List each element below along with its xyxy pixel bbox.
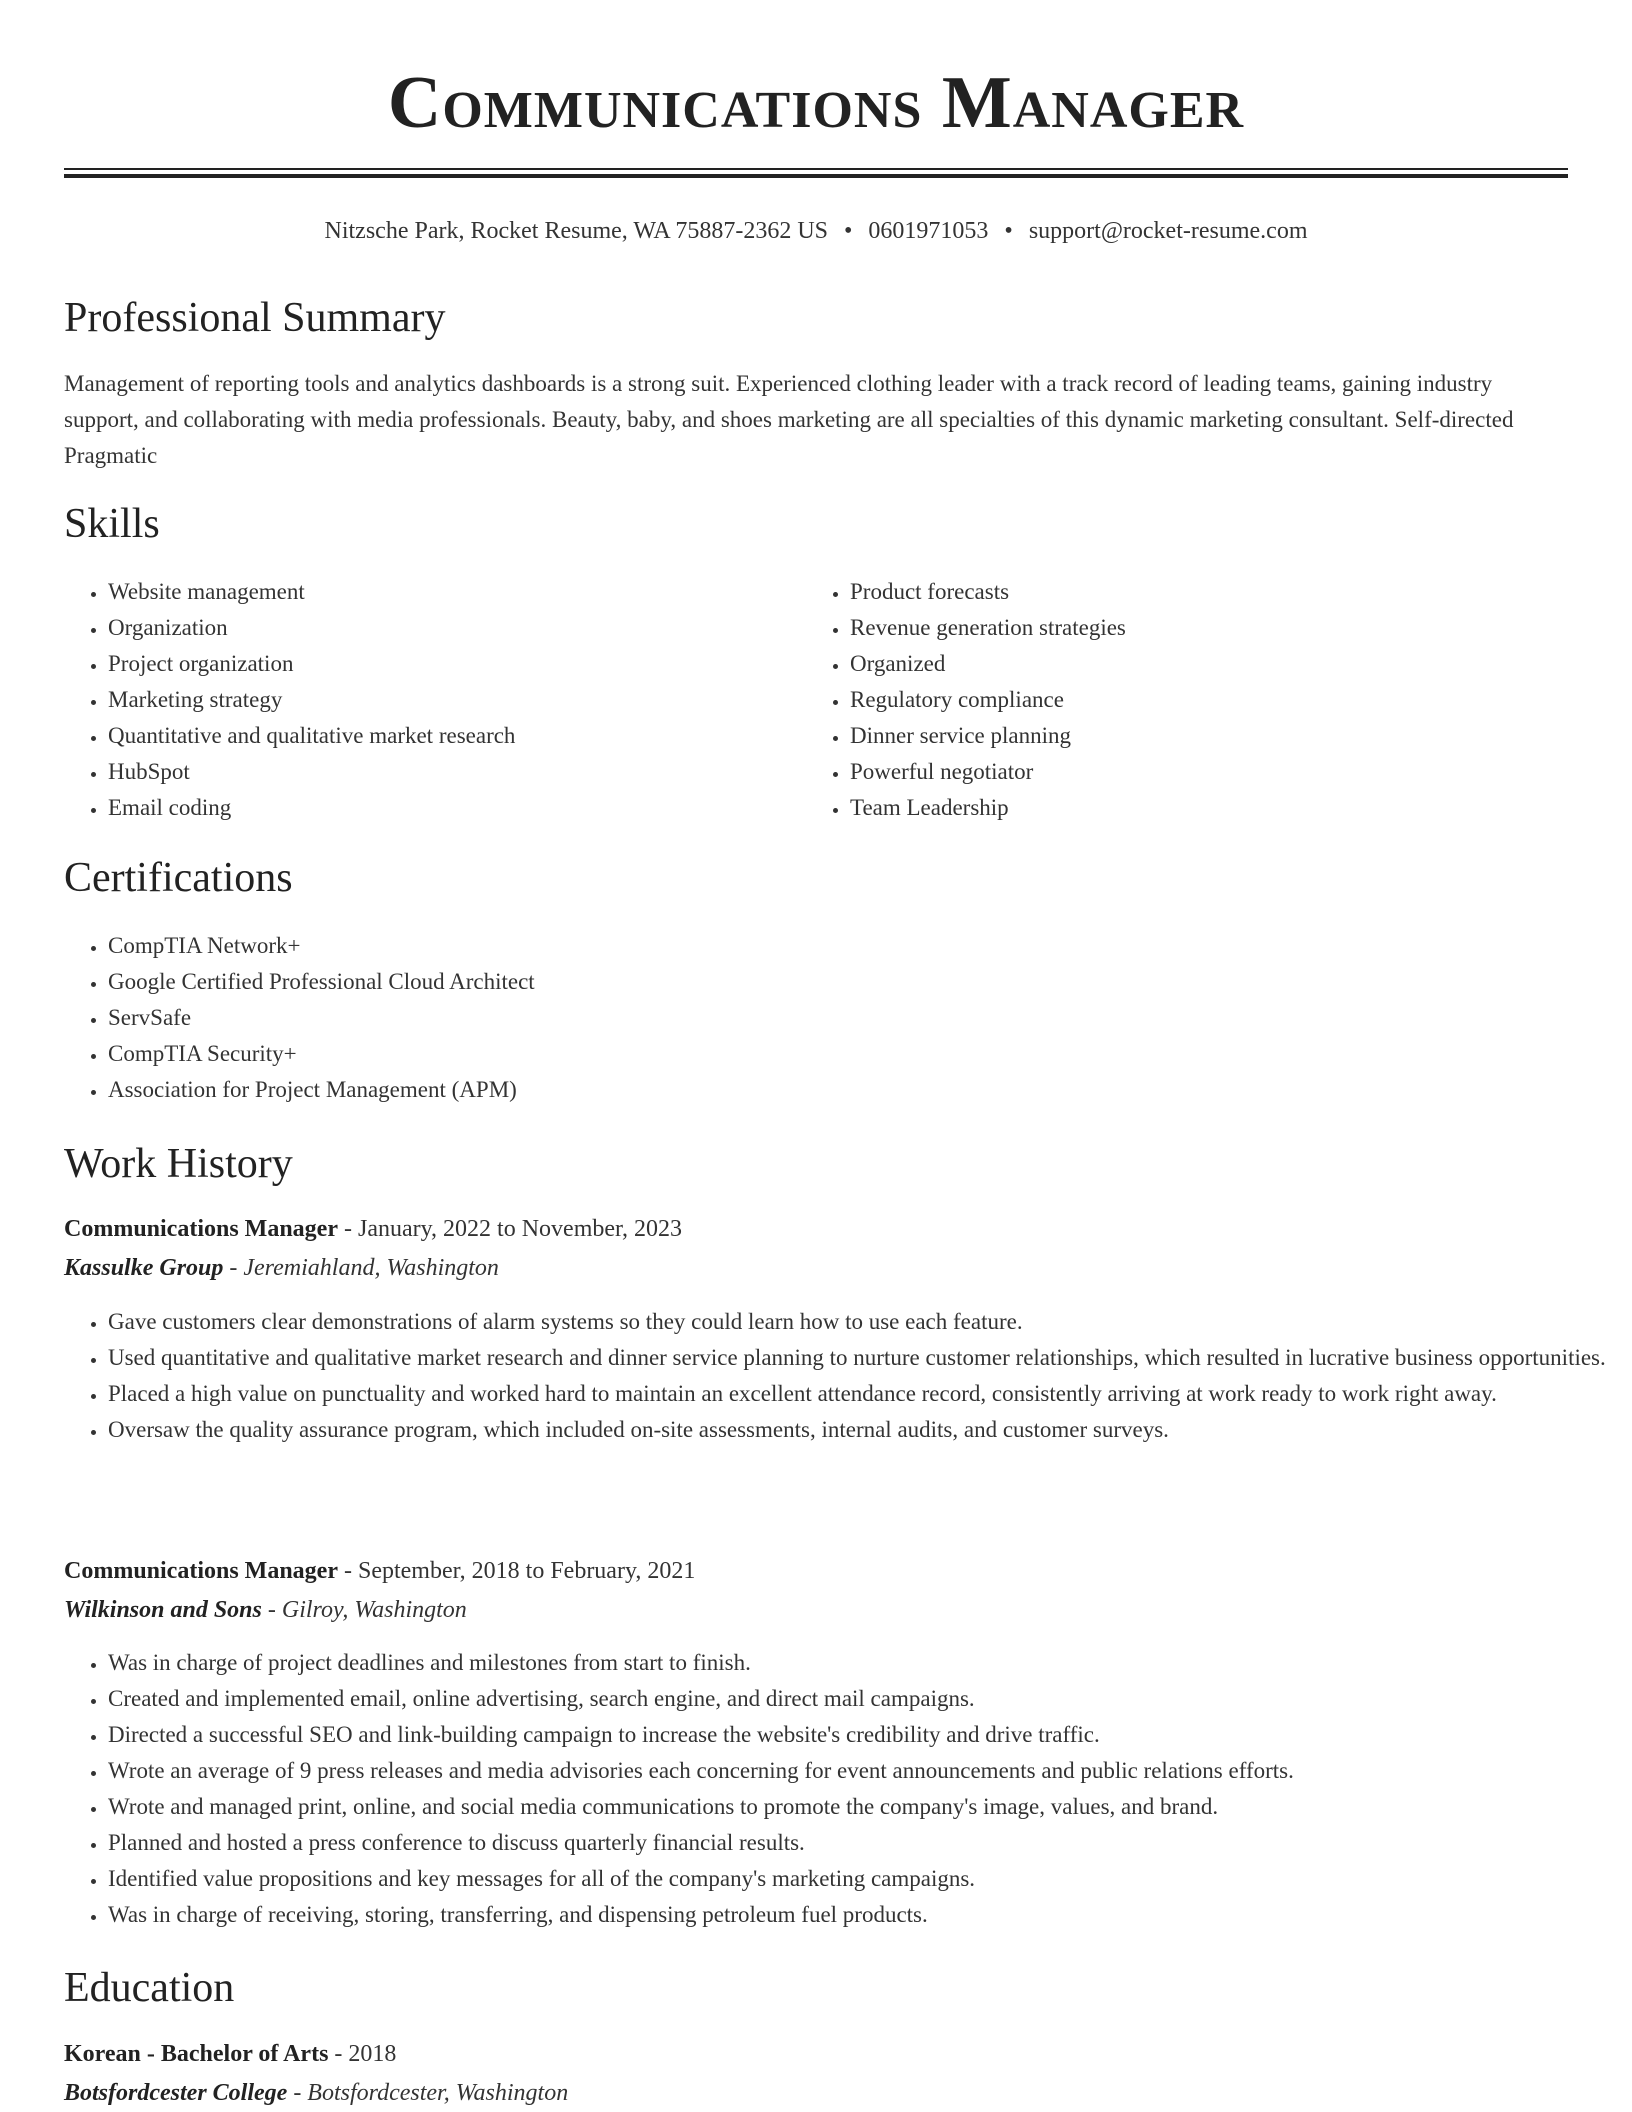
skill-item: • Quantitative and qualitative market research (108, 718, 798, 754)
certifications-heading: Certifications (64, 855, 293, 901)
job-role: Communications Manager (64, 1216, 338, 1242)
education-school: Botsfordcester College (64, 2080, 288, 2106)
skill-item: • HubSpot (108, 754, 798, 790)
skill-item: • Project organization (108, 646, 798, 682)
job-bullets (64, 1645, 1612, 1933)
job-title-line (64, 1553, 695, 1589)
certification-item: • CompTIA Security+ (108, 1036, 1508, 1072)
skill-item: • Powerful negotiator (850, 754, 1550, 790)
job-bullet: • Placed a high value on punctuality and worked hard to maintain an excellent attendance record, consistently arriving at work ready to work right away. (108, 1376, 1612, 1412)
summary-heading: Professional Summary (64, 295, 446, 341)
job-company: Wilkinson and Sons (64, 1597, 262, 1623)
job-title-line (64, 1211, 682, 1247)
certification-item: • CompTIA Network+ (108, 928, 1508, 964)
contact-line (0, 214, 1632, 248)
job-bullet: • Directed a successful SEO and link-building campaign to increase the website's credibility and drive traffic. (108, 1717, 1612, 1753)
header-rule-thin (64, 168, 1568, 170)
job-bullet: • Wrote an average of 9 press releases and media advisories each concerning for event announcements and public relations efforts. (108, 1753, 1612, 1789)
skill-item: • Dinner service planning (850, 718, 1550, 754)
job-company: Kassulke Group (64, 1255, 224, 1281)
job-bullet: • Was in charge of receiving, storing, transferring, and dispensing petroleum fuel products. (108, 1897, 1612, 1933)
job-location: - Jeremiahland, Washington (223, 1255, 499, 1281)
education-year: - 2018 (328, 2041, 397, 2067)
job-location: - Gilroy, Washington (261, 1597, 467, 1623)
job-dates: - September, 2018 to February, 2021 (337, 1558, 696, 1584)
job-bullet: • Gave customers clear demonstrations of alarm systems so they could learn how to use each feature. (108, 1304, 1612, 1340)
job-dates: - January, 2022 to November, 2023 (337, 1216, 683, 1242)
job-bullet: • Created and implemented email, online advertising, search engine, and direct mail campaigns. (108, 1681, 1612, 1717)
skill-item: • Website management (108, 574, 798, 610)
job-bullet: • Identified value propositions and key messages for all of the company's marketing campaigns. (108, 1861, 1612, 1897)
skill-item: • Marketing strategy (108, 682, 798, 718)
education-school-line (64, 2075, 568, 2111)
education-degree-line (64, 2036, 396, 2072)
skills-list-left (64, 574, 798, 826)
job-role: Communications Manager (64, 1558, 338, 1584)
skill-item: • Organized (850, 646, 1550, 682)
certification-item: • Association for Project Management (APM) (108, 1072, 1508, 1108)
job-bullet: • Used quantitative and qualitative market research and dinner service planning to nurture customer relationships, which resulted in lucrative business opportunities. (108, 1340, 1612, 1376)
job-bullet: • Oversaw the quality assurance program, which included on-site assessments, internal audits, and customer surveys. (108, 1412, 1612, 1448)
skill-item: • Revenue generation strategies (850, 610, 1550, 646)
skill-item: • Organization (108, 610, 798, 646)
contact-phone: 0601971053 (868, 218, 989, 244)
skills-list-right (806, 574, 1550, 826)
skill-item: • Email coding (108, 790, 798, 826)
resume-name: Communications Manager (387, 62, 1245, 144)
education-degree: Korean - Bachelor of Arts (64, 2041, 329, 2067)
job-bullet: • Wrote and managed print, online, and social media communications to promote the company's image, values, and brand. (108, 1789, 1612, 1825)
contact-email: support@rocket-resume.com (1028, 218, 1308, 244)
skill-item: • Team Leadership (850, 790, 1550, 826)
education-location: - Botsfordcester, Washington (287, 2080, 569, 2106)
certification-item: • ServSafe (108, 1000, 1508, 1036)
contact-address: Nitzsche Park, Rocket Resume, WA 75887-2362 US (324, 218, 828, 244)
summary-text: Management of reporting tools and analytics dashboards is a strong suit. Experienced clothing leader with a track record of leading teams, gaining industry support, and collaborating with media professionals. Beauty, baby, and shoes marketing are all specialties of this dynamic marketing consultant. Self-directed Pragmatic (64, 371, 1514, 468)
skill-item: • Product forecasts (850, 574, 1550, 610)
contact-separator: • (844, 218, 853, 244)
certification-item: • Google Certified Professional Cloud Architect (108, 964, 1508, 1000)
job-company-line (64, 1592, 467, 1628)
job-company-line (64, 1250, 499, 1286)
contact-separator: • (1004, 218, 1013, 244)
work-history-heading: Work History (64, 1141, 293, 1187)
job-bullets (64, 1304, 1612, 1448)
skills-heading: Skills (64, 501, 160, 547)
header-rule-thick (64, 174, 1568, 178)
education-heading: Education (64, 1965, 235, 2011)
skill-item: • Regulatory compliance (850, 682, 1550, 718)
certifications-list (64, 928, 1508, 1108)
job-bullet: • Planned and hosted a press conference to discuss quarterly financial results. (108, 1825, 1612, 1861)
job-bullet: • Was in charge of project deadlines and milestones from start to finish. (108, 1645, 1612, 1681)
